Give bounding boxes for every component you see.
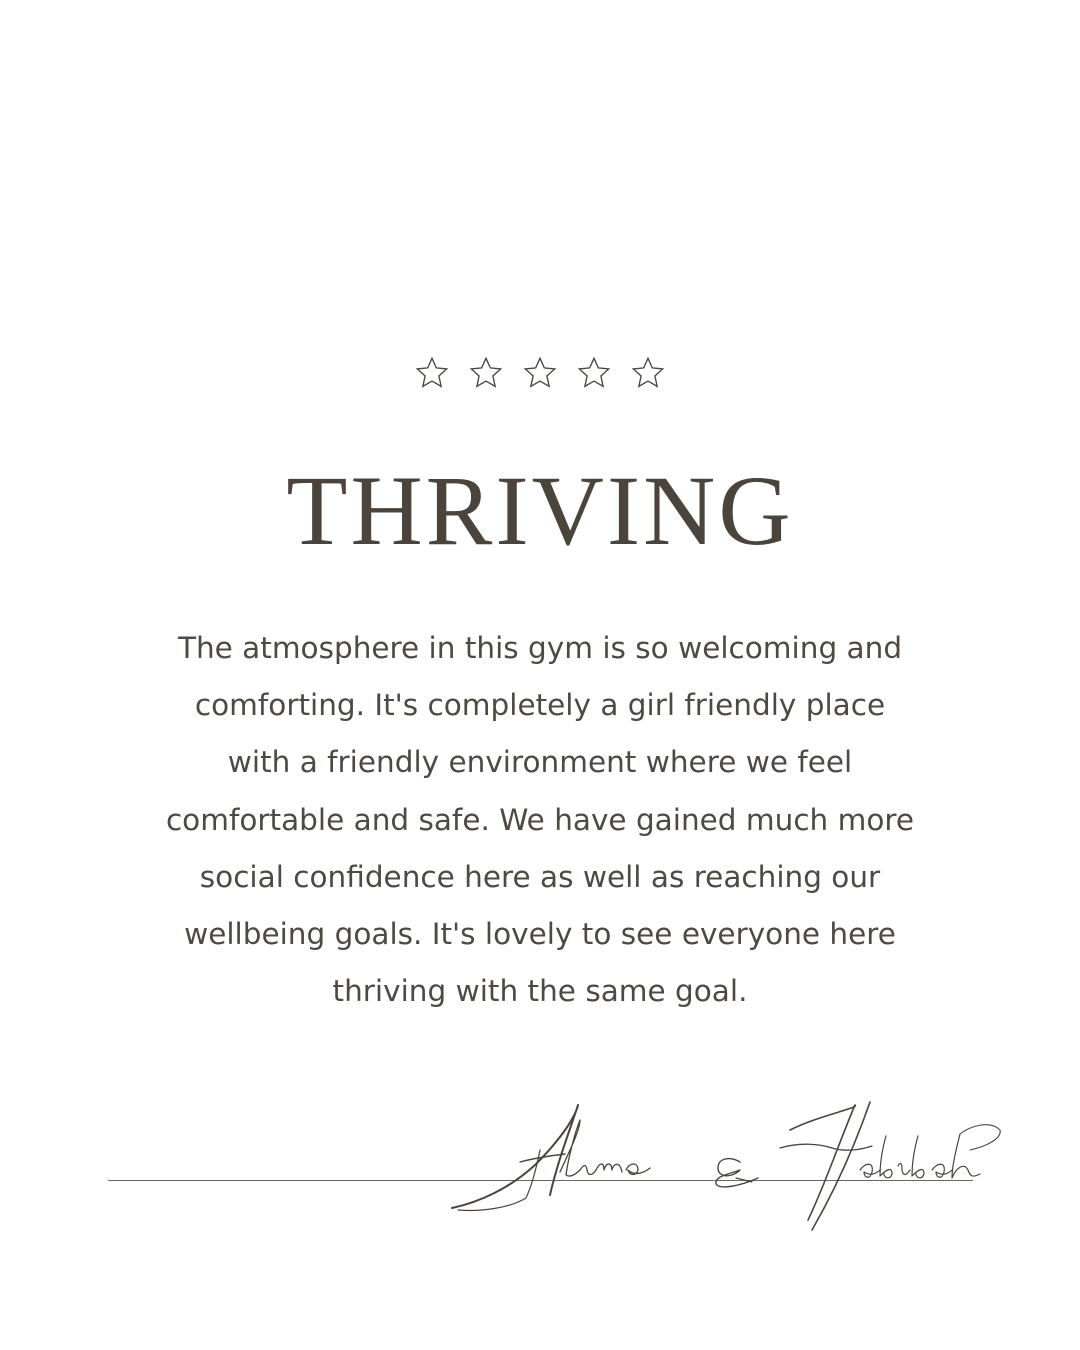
star-outline-icon: [630, 355, 666, 391]
star-outline-icon: [576, 355, 612, 391]
star-outline-icon: [522, 355, 558, 391]
page-title: THRIVING: [286, 455, 794, 566]
star-rating: [0, 355, 1080, 391]
signature-image: [440, 1090, 1020, 1240]
star-outline-icon: [468, 355, 504, 391]
review-text: The atmosphere in this gym is so welcoming and comforting. It's completely a girl friendly place with a friendly environment where we feel comfortable and safe. We have gained much more social confidence here as well as reaching our wellbeing goals. It's lovely to see everyone here thriving with the same goal.: [165, 631, 915, 1009]
star-outline-icon: [414, 355, 450, 391]
